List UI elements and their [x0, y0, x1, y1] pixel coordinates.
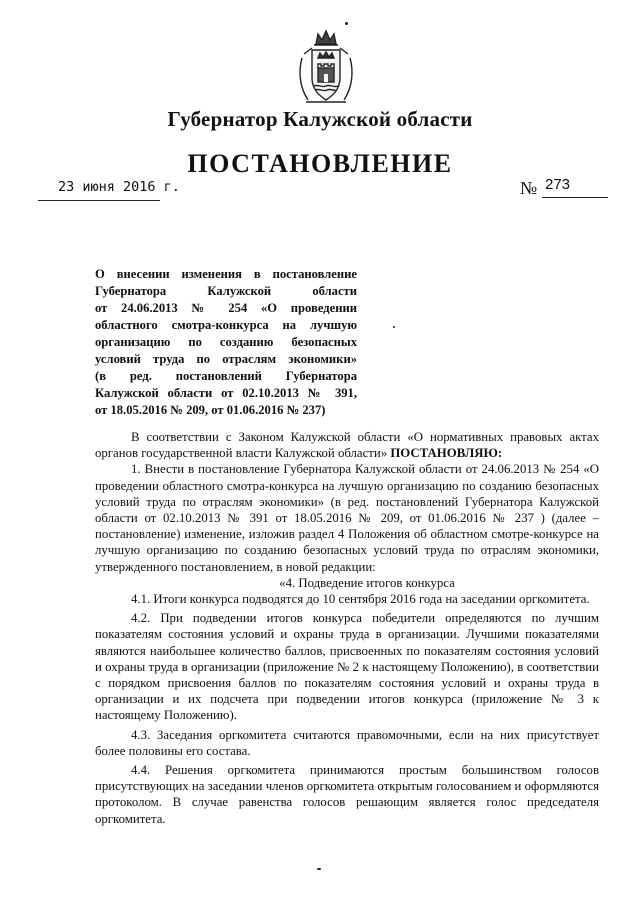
coat-of-arms-emblem	[294, 28, 358, 106]
preamble-text: В соответствии с Законом Калужской области «О нормативных правовых актах органов государственной власти Калужской области»	[95, 430, 599, 461]
scan-speck	[345, 22, 348, 25]
document-body	[95, 429, 599, 827]
number-underline	[542, 197, 608, 198]
document-type: ПОСТАНОВЛЕНИЕ	[187, 149, 453, 178]
document-number: 273	[545, 176, 571, 193]
subject-line: Калужской области от 02.10.2013 № 391,	[95, 386, 357, 400]
subject-line: от 24.06.2013 № 254 «О проведении	[95, 301, 357, 315]
subject-line: условий труда по отраслям экономики»	[95, 352, 357, 366]
scan-speck	[393, 326, 395, 328]
decree-word: ПОСТАНОВЛЯЮ:	[390, 446, 503, 461]
subject-line: (в ред. постановлений Губернатора	[95, 369, 357, 383]
clause-4-4: 4.4. Решения оргкомитета принимаются простым большинством голосов присутствующих на заседании членов оргкомитета открытым голосованием и оформляются протоколом. В случае равенства голосов решающим является голос председателя оргкомитета.	[95, 763, 599, 826]
subject-line: Губернатора Калужской области	[95, 284, 357, 298]
section-title: «4. Подведение итогов конкурса	[279, 575, 455, 590]
number-label: №	[520, 178, 538, 198]
clause-4-1: 4.1. Итоги конкурса подводятся до 10 сентября 2016 года на заседании оргкомитета.	[131, 592, 590, 607]
scan-speck	[317, 868, 321, 870]
subject-line: О внесении изменения в постановление	[95, 267, 357, 281]
clause-4-3: 4.3. Заседания оргкомитета считаются правомочными, если на них присутствует более половины его состава.	[95, 727, 599, 758]
subject-line: от 18.05.2016 № 209, от 01.06.2016 № 237)	[95, 403, 326, 417]
subject-line: областного смотра-конкурса на лучшую	[95, 318, 357, 332]
clause-4-2: 4.2. При подведении итогов конкурса победители определяются по лучшим показателям состояния условий и охраны труда в организации. Лучшими показателями являются наибольшее количество баллов, присвоенных по показателям состояния условий и охраны труда в организации (приложение № 2 к настоящему Положению), в соответствии с порядком присвоения баллов по показателям состояния условий и охраны труда в организации и их подсчета при подведении итогов конкурса (приложение № 3 к настоящему Положению).	[95, 611, 599, 723]
point-1-paragraph: 1. Внести в постановление Губернатора Калужской области от 24.06.2013 № 254 «О проведении областного смотра-конкурса на лучшую организацию по созданию безопасных условий труда по отраслям экономики» (в ред. постановлений Губернатора Калужской области от 02.10.2013 № 391 от 18.05.2016 № 209, от 01.06.2016 № 237 ) (далее – постановление) изменение, изложив раздел 4 Положения об областном смотре-конкурсе на лучшую организацию по созданию безопасных условий труда по отраслям экономики, утвержденного постановлением, в новой редакции:	[95, 462, 599, 574]
date-underline	[38, 200, 160, 201]
document-date: 23 июня 2016 г.	[58, 179, 180, 195]
issuing-authority: Губернатор Калужской области	[167, 107, 473, 131]
document-subject	[95, 266, 357, 419]
preamble-paragraph	[95, 429, 599, 461]
subject-line: организацию по созданию безопасных	[95, 335, 357, 349]
